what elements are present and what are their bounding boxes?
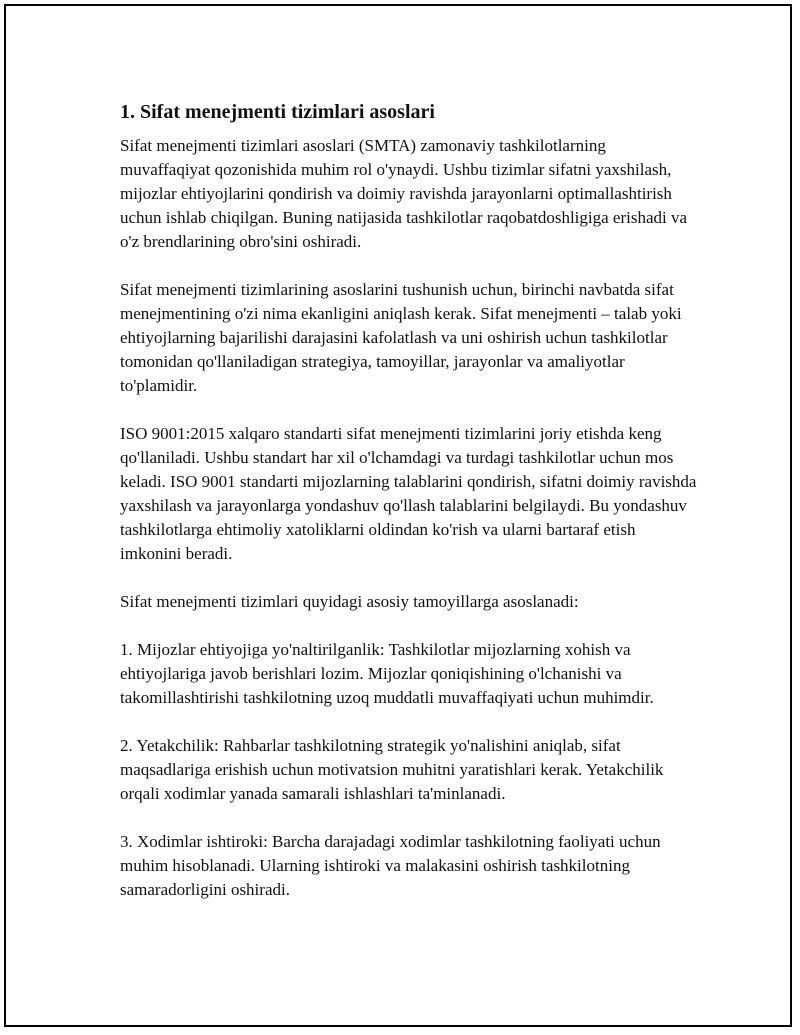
document-body: [120, 98, 700, 926]
paragraph-principles-intro: Sifat menejmenti tizimlari quyidagi asosiy tamoyillarga asoslanadi:: [120, 592, 579, 611]
paragraph-principle-customer-focus: 1. Mijozlar ehtiyojiga yo'naltirilganlik: Tashkilotlar mijozlarning xohish va ehtiyojlariga javob berishlari lozim. Mijozlar qoniqishining o'lchanishi va takomillashtirishi tashkilotning uzoq muddatli muvaffaqiyati uchun muhimdir.: [120, 640, 654, 707]
paragraph-iso-standard: ISO 9001:2015 xalqaro standarti sifat menejmenti tizimlarini joriy etishda keng qo'llaniladi. Ushbu standart har xil o'lchamdagi va turdagi tashkilotlar uchun mos keladi. ISO 9001 standarti mijozlarning talablarini qondirish, sifatni doimiy ravishda yaxshilash va jarayonlarga yondashuv qo'llash talablarini belgilaydi. Bu yondashuv tashkilotlarga ehtimoliy xatoliklarni oldindan ko'rish va ularni bartaraf etish imkonini beradi.: [120, 424, 697, 563]
paragraph-definition: Sifat menejmenti tizimlarining asoslarini tushunish uchun, birinchi navbatda sifat menejmentining o'zi nima ekanligini aniqlash kerak. Sifat menejmenti – talab yoki ehtiyojlarning bajarilishi darajasini kafolatlash va uni oshirish uchun tashkilotlar tomonidan qo'llaniladigan strategiya, tamoyillar, jarayonlar va amaliyotlar to'plamidir.: [120, 280, 682, 395]
section-heading: 1. Sifat menejmenti tizimlari asoslari: [120, 101, 435, 123]
paragraph-principle-leadership: 2. Yetakchilik: Rahbarlar tashkilotning strategik yo'nalishini aniqlab, sifat maqsadlariga erishish uchun motivatsion muhitni yaratishlari kerak. Yetakchilik orqali xodimlar yanada samarali ishlashlari ta'minlanadi.: [120, 736, 664, 803]
paragraph-intro: Sifat menejmenti tizimlari asoslari (SMTA) zamonaviy tashkilotlarning muvaffaqiyat qozonishida muhim rol o'ynaydi. Ushbu tizimlar sifatni yaxshilash, mijozlar ehtiyojlarini qondirish va doimiy ravishda jarayonlarni optimallashtirish uchun ishlab chiqilgan. Buning natijasida tashkilotlar raqobatdoshligiga erishadi va o'z brendlarining obro'sini oshiradi.: [120, 136, 688, 251]
paragraph-principle-engagement: 3. Xodimlar ishtiroki: Barcha darajadagi xodimlar tashkilotning faoliyati uchun muhim hisoblanadi. Ularning ishtiroki va malakasini oshirish tashkilotning samaradorligini oshiradi.: [120, 832, 661, 899]
page-frame: [4, 4, 792, 1027]
